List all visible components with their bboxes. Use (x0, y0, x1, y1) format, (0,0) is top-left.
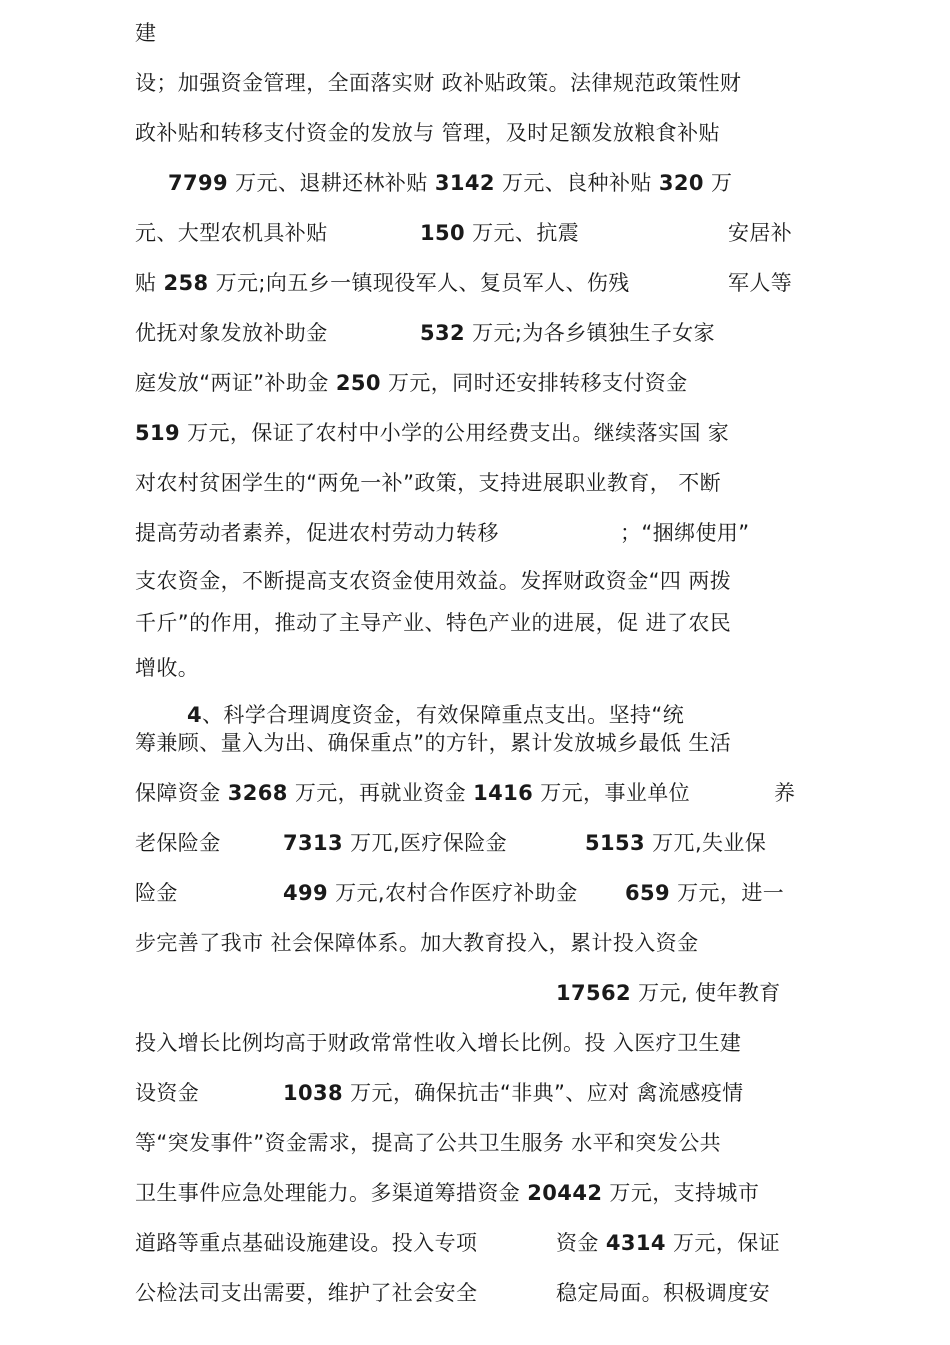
text-line: 安居补 (728, 221, 793, 245)
text-line: 支农资金，不断提高支农资金使用效益。发挥财政资金“四 两拨 (135, 569, 732, 593)
text-line: 千斤”的作用，推动了主导产业、特色产业的进展，促 进了农民 (135, 611, 732, 635)
text-line: 4、科学合理调度资金，有效保障重点支出。坚持“统 (187, 703, 685, 727)
text-line: 7313 万兀,医疗保险金 (283, 831, 508, 855)
text-line: 17562 万元, 使年教育 (556, 981, 781, 1005)
text-line: 设资金 (135, 1081, 200, 1105)
text-line: 政补贴和转移支付资金的发放与 管理，及时足额发放粮食补贴 (135, 121, 720, 145)
text-line: 元、大型农机具补贴 (135, 221, 328, 245)
text-line: 5153 万兀,失业保 (585, 831, 767, 855)
text-line: 资金 4314 万元，保证 (556, 1231, 781, 1255)
text-line: 提高劳动者素养，促进农村劳动力转移 (135, 521, 499, 545)
text-line: 稳定局面。积极调度安 (556, 1281, 770, 1305)
text-line: 卫生事件应急处理能力。多渠道筹措资金 20442 万元，支持城市 (135, 1181, 760, 1205)
text-line: 设；加强资金管理，全面落实财 政补贴政策。法律规范政策性财 (135, 71, 742, 95)
text-line: 建 (135, 21, 157, 45)
text-line: 对农村贫困学生的“两免一补”政策，支持进展职业教育， 不断 (135, 471, 722, 495)
text-line: 优抚对象发放补助金 (135, 321, 328, 345)
text-line: 筹兼顾、量入为出、确保重点”的方针，累计发放城乡最低 生活 (135, 731, 732, 755)
text-line: 499 万元,农村合作医疗补助金 (283, 881, 578, 905)
text-line: 庭发放“两证”补助金 250 万元，同时还安排转移支付资金 (135, 371, 688, 395)
text-line: 519 万元，保证了农村中小学的公用经费支出。继续落实国 家 (135, 421, 730, 445)
text-line: 公检法司支出需要，维护了社会安全 (135, 1281, 478, 1305)
text-line: 增收。 (135, 656, 200, 680)
text-line: 军人等 (728, 271, 793, 295)
text-line: ；“捆绑使用” (620, 521, 750, 545)
text-line: 532 万元;为各乡镇独生子女家 (420, 321, 715, 345)
text-line: 养 (774, 781, 796, 805)
text-line: 险金 (135, 881, 178, 905)
text-line: 老保险金 (135, 831, 221, 855)
text-line: 保障资金 3268 万元，再就业资金 1416 万元，事业单位 (135, 781, 691, 805)
text-line: 步完善了我市 社会保障体系。加大教育投入，累计投入资金 (135, 931, 699, 955)
text-line: 投入增长比例均高于财政常常性收入增长比例。投 入医疗卫生建 (135, 1031, 742, 1055)
text-line: 150 万元、抗震 (420, 221, 580, 245)
text-line: 659 万元，进一 (625, 881, 785, 905)
text-line: 贴 258 万元;向五乡一镇现役军人、复员军人、伤残 (135, 271, 630, 295)
text-line: 道路等重点基础设施建设。投入专项 (135, 1231, 478, 1255)
text-line: 等“突发事件”资金需求，提高了公共卫生服务 水平和突发公共 (135, 1131, 722, 1155)
text-line: 1038 万元，确保抗击“非典”、应对 禽流感疫情 (283, 1081, 744, 1105)
text-line: 7799 万元、退耕还林补贴 3142 万元、良种补贴 320 万 (168, 171, 733, 195)
